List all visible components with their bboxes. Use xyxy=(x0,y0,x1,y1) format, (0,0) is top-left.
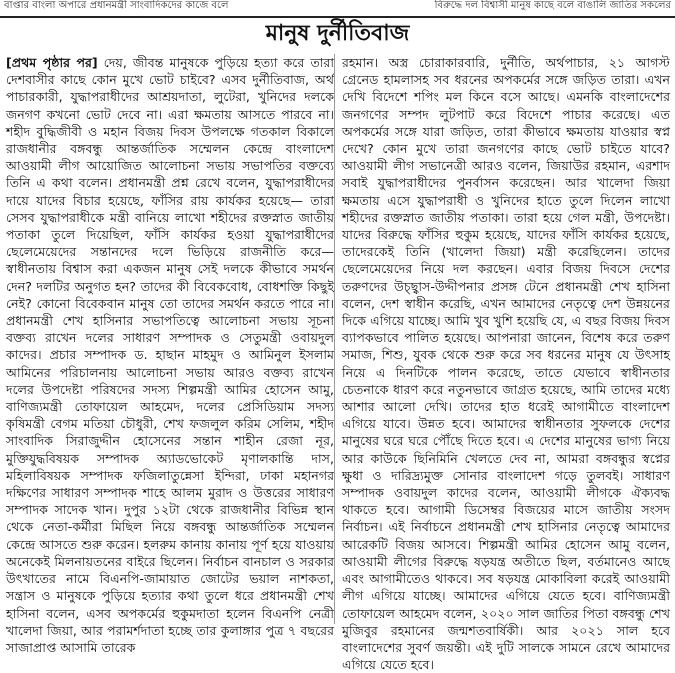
top-rule xyxy=(0,16,675,18)
previous-article-text-right: বিরুদ্ধে দল বিশ্বাসী মানুষ কাছে বলে বাঙালি জাতির সকলের xyxy=(434,0,671,11)
article-body xyxy=(6,54,670,673)
previous-article-strip xyxy=(0,0,675,14)
article-column-right-text: রহমান। অস্ত্র চোরাকারবারি, দুর্নীতি, অর্থপাচার, ২১ আগস্ট গ্রেনেড হামলাসহ সব ধরনের অপকর্মের সঙ্গে জড়িত তারা। এখন দেখি বিদেশে শপিং মল কিনে বসে আছে। এমনকি বাংলাদেশের জনগণের সম্পদ লুটপাট করে বিদেশে পাচার করেছে। এত অপকর্মের সঙ্গে যারা জড়িত, তারা কীভাবে ক্ষমতায় যাওয়ার স্বপ্ন দেখে? কোন মুখে তারা জনগণের কাছে ভোট চাইতে যাবে? আওয়ামী লীগ সভানেত্রী আরও বলেন, জিয়াউর রহমান, এরশাদ সবাই যুদ্ধাপরাধীদের পুনর্বাসন করেছেন। আর খালেদা জিয়া ক্ষমতায় এসে যুদ্ধাপরাধী ও খুনিদের হাতে তুলে দিলেন লাখো শহীদের রক্তস্নাত জাতীয় পতাকা। তারা হয়ে গেল মন্ত্রী, উপদেষ্টা। যাদের বিরুদ্ধে ফাঁসির হুকুম হয়েছে, যাদের ফাঁসি কার্যকর হয়েছে, তাদেরকেই তিনি (খালেদা জিয়া) মন্ত্রী করেছিলেন। তাদের ছেলেমেয়েদের নিয়ে দল করছেন। এবার বিজয় দিবসে দেশের তরুণদের উচ্ছ্বাস-উদ্দীপনার প্রসঙ্গ টেনে প্রধানমন্ত্রী শেখ হাসিনা বলেন, দেশ স্বাধীন করেছি, এখন আমাদের নেতৃত্বে দেশ উন্নয়নের দিকে এগিয়ে যাচ্ছে। আমি খুব খুশি হয়েছি যে, এ বছর বিজয় দিবস ব্যাপকভাবে পালিত হয়েছে। আপনারা জানেন, বিশেষ করে তরুণ সমাজ, শিশু, যুবক থেকে শুরু করে সব ধরনের মানুষ যে উৎসাহ নিয়ে এ দিনটিকে পালন করেছে, তাতে যেভাবে স্বাধীনতার চেতনাকে ধারণ করে নতুনভাবে জাগ্রত হয়েছে, আমি তাদের মধ্যে আশার আলো দেখি। তাদের হাত ধরেই আগামীতে বাংলাদেশ এগিয়ে যাবে। উন্নত হবে। আমাদের স্বাধীনতার সুফলকে দেশের মানুষের ঘরে ঘরে পৌঁছে দিতে হবে। এ দেশের মানুষের ভাগ্য নিয়ে আর কাউকে ছিনিমিনি খেলতে দেব না, আমরা বঙ্গবন্ধুর স্বপ্নের ক্ষুধা ও দারিদ্র্যমুক্ত সোনার বাংলাদেশ গড়ে তুলবই। সাধারণ সম্পাদক ওবায়দুল কাদের বলেন, আওয়ামী লীগকে ঐক্যবদ্ধ থাকতে হবে। আগামী ডিসেম্বর বিজয়ের মাসে জাতীয় সংসদ নির্বাচন। এই নির্বাচনে প্রধানমন্ত্রী শেখ হাসিনার নেতৃত্বে আমাদের আরেকটি বিজয় আসবে। শিল্পমন্ত্রী আমির হোসেন আমু বলেন, আওয়ামী লীগের বিরুদ্ধে ষড়যন্ত্র অতীতে ছিল, বর্তমানেও আছে এবং আগামীতেও থাকবে। সব ষড়যন্ত্র মোকাবিলা করেই আওয়ামী লীগ এগিয়ে যাচ্ছে। আমাদের এগিয়ে যেতে হবে। বাণিজ্যমন্ত্রী তোফায়েল আহমেদ বলেন, ২০২০ সাল জাতির পিতা বঙ্গবন্ধু শেখ মুজিবুর রহমানের জন্মশতবার্ষিকী। আর ২০২১ সাল হবে বাংলাদেশের সুবর্ণ জয়ন্তী। এই দুটি সালকে সামনে রেখে আমাদের এগিয়ে যেতে হবে। xyxy=(342,55,670,673)
column-divider xyxy=(334,54,335,624)
article-column-left xyxy=(6,54,334,655)
continued-from-front-page-tag: [প্রথম পৃষ্ঠার পর] xyxy=(6,55,98,70)
previous-article-text-left: বাপ্তার বাংলা অপারে প্রধানমন্ত্রী সাংবাদিকদের কাজে বলে xyxy=(4,0,229,11)
article-headline: মানুষ দুর্নীতিবাজ xyxy=(265,21,410,46)
article-column-right xyxy=(342,54,670,673)
article-column-left-text: দেয়, জীবন্ত মানুষকে পুড়িয়ে হত্যা করে তারা দেশবাসীর কাছে কোন মুখে ভোট চাইবে? এসব দুর্নীতিবাজ, অর্থ পাচারকারী, যুদ্ধাপরাধীদের আশ্রয়দাতা, লুটেরা, খুনিদের দলকে জনগণ কখনো ভোট দেবে না। এরা ক্ষমতায় আসতে পারবে না। শহীদ বুদ্ধিজীবী ও মহান বিজয় দিবস উপলক্ষে গতকাল বিকালে রাজধানীর বঙ্গবন্ধু আন্তর্জাতিক সম্মেলন কেন্দ্রে বাংলাদেশ আওয়ামী লীগ আয়োজিত আলোচনা সভায় সভাপতির বক্তব্যে তিনি এ কথা বলেন। প্রধানমন্ত্রী প্রশ্ন রেখে বলেন, যুদ্ধাপরাধীদের দায়ে যাদের বিচার হয়েছে, ফাঁসির রায় কার্যকর হয়েছে— তারা সেসব যুদ্ধাপরাধীকে মন্ত্রী বানিয়ে লাখো শহীদের রক্তস্নাত জাতীয় পতাকা তুলে দিয়েছিল, ফাঁসি কার্যকর হওয়া যুদ্ধাপরাধীদের ছেলেমেয়েদের সন্তানদের দলে ভিড়িয়ে রাজনীতি করে— স্বাধীনতায় বিশ্বাস করা একজন মানুষ সেই দলকে কীভাবে সমর্থন দেন? দলটির অনুগত হন? তাদের কী বিবেকবোধ, বোধশক্তি কিছুই নেই? কোনো বিবেকবান মানুষ তো তাদের সমর্থন করতে পারে না। প্রধানমন্ত্রী শেখ হাসিনার সভাপতিত্বে আলোচনা সভায় সূচনা বক্তব্য রাখেন দলের সাধারণ সম্পাদক ও সেতুমন্ত্রী ওবায়দুল কাদের। প্রচার সম্পাদক ড. হাছান মাহমুদ ও আমিনুল ইসলাম আমিনের পরিচালনায় আলোচনা সভায় আরও বক্তব্য রাখেন দলের উপদেষ্টা পরিষদের সদস্য শিল্পমন্ত্রী আমির হোসেন আমু, বাণিজ্যমন্ত্রী তোফায়েল আহমেদ, দলের প্রেসিডিয়াম সদস্য কৃষিমন্ত্রী বেগম মতিয়া চৌধুরী, শেখ ফজলুল করিম সেলিম, শহীদ সাংবাদিক সিরাজুদ্দীন হোসেনের সন্তান শাহীন রেজা নূর, মুক্তিযুদ্ধবিষয়ক সম্পাদক অ্যাডভোকেট মৃণালকান্তি দাস, মহিলাবিষয়ক সম্পাদক ফজিলাতুন্নেসা ইন্দিরা, ঢাকা মহানগর দক্ষিণের সাধারণ সম্পাদক শাহে আলম মুরাদ ও উত্তরের সাধারণ সম্পাদক সাদেক খান। দুপুর ১২টা থেকে রাজধানীর বিভিন্ন স্থান থেকে নেতা-কর্মীরা মিছিল নিয়ে বঙ্গবন্ধু আন্তর্জাতিক সম্মেলন কেন্দ্রে আসতে শুরু করেন। হলরুম কানায় কানায় পূর্ণ হয়ে যাওয়ায় অনেকেই মিলনায়তনের বাইরে ছিলেন। নির্বাচন বানচাল ও সরকার উৎখাতের নামে বিএনপি-জামায়াত জোটের ভয়াল নাশকতা, সন্ত্রাস ও মানুষকে পুড়িয়ে হত্যার কথা তুলে ধরে প্রধানমন্ত্রী শেখ হাসিনা বলেন, এসব অপকর্মের হুকুমদাতা হলেন বিএনপি নেত্রী খালেদা জিয়া, আর পরামর্শদাতা হচ্ছে তার কুলাঙ্গার পুত্র ৭ বছরের সাজাপ্রাপ্ত আসামি তারেক xyxy=(6,55,334,655)
